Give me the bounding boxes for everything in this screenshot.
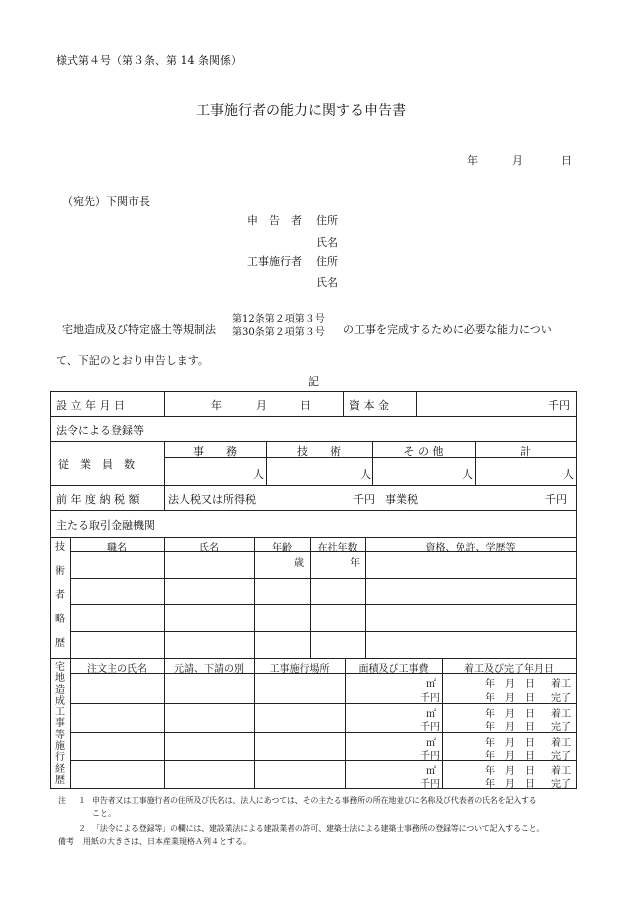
row-line bbox=[50, 416, 577, 417]
emp-unit-other: 人 bbox=[462, 468, 473, 481]
history-header-dates: 着工及び完了年月日 bbox=[464, 664, 554, 675]
established-month: 月 bbox=[256, 399, 267, 412]
career-label-5: 歴 bbox=[55, 638, 65, 649]
declarant-address-label: 住所 bbox=[316, 214, 338, 227]
row-line bbox=[50, 510, 577, 511]
table-border-top bbox=[50, 391, 577, 392]
emp-col-total: 計 bbox=[520, 445, 531, 458]
capital-unit: 千円 bbox=[548, 399, 570, 412]
registration-label: 法令による登録等 bbox=[56, 424, 144, 437]
col-line bbox=[442, 658, 443, 789]
history-cost-unit: 千円 bbox=[420, 779, 440, 790]
history-start-label: 着工 bbox=[551, 738, 571, 749]
career-header-title: 職名 bbox=[107, 543, 127, 554]
business-tax-label: 事業税 bbox=[385, 493, 418, 506]
note-1-line-1: 申告者又は工事施行者の住所及び氏名は、法人にあつては、その主たる事務所の所在地並びに名称及び代表者の氏名を記入する bbox=[92, 796, 537, 805]
history-header-area-cost: 面積及び工事費 bbox=[358, 664, 429, 675]
row-line bbox=[50, 658, 577, 659]
col-line bbox=[343, 391, 344, 417]
contractor-label: 工事施行者 bbox=[247, 255, 302, 268]
date-month: 月 bbox=[512, 154, 523, 167]
history-cost-unit: 千円 bbox=[420, 722, 440, 733]
history-end-date: 年 月 日 bbox=[485, 722, 535, 733]
corp-tax-unit: 千円 bbox=[353, 493, 375, 506]
history-end-date: 年 月 日 bbox=[485, 779, 535, 790]
history-area-unit: ㎡ bbox=[426, 766, 436, 777]
business-tax-unit: 千円 bbox=[545, 493, 567, 506]
history-cost-unit: 千円 bbox=[420, 751, 440, 762]
date-year: 年 bbox=[467, 154, 478, 167]
intro-line-2: て、下記のとおり申告します。 bbox=[56, 354, 209, 367]
history-start-date: 年 月 日 bbox=[485, 738, 535, 749]
established-year: 年 bbox=[211, 399, 222, 412]
col-line bbox=[416, 391, 417, 417]
history-end-date: 年 月 日 bbox=[485, 693, 535, 704]
history-area-unit: ㎡ bbox=[426, 679, 436, 690]
career-label-4: 略 bbox=[55, 614, 65, 625]
col-line bbox=[254, 537, 255, 659]
tax-label: 前 年 度 納 税 額 bbox=[56, 493, 140, 506]
intro-ref-2: 第30条第２項第３号 bbox=[232, 327, 325, 338]
row-line bbox=[70, 578, 577, 579]
note-2-number: ２ bbox=[78, 824, 86, 833]
emp-unit-office: 人 bbox=[253, 468, 264, 481]
history-start-date: 年 月 日 bbox=[485, 766, 535, 777]
history-start-label: 着工 bbox=[551, 679, 571, 690]
intro-ref-1: 第12条第２項第３号 bbox=[232, 314, 325, 325]
note-2: 「法令による登録等」の欄には、建設業法による建設業者の許可、建築士法による建築士事務所の登録等について記入すること。 bbox=[92, 824, 545, 833]
corp-tax-label: 法人税又は所得税 bbox=[168, 493, 256, 506]
established-day: 日 bbox=[300, 399, 311, 412]
capital-label: 資 本 金 bbox=[349, 399, 389, 412]
col-line bbox=[164, 537, 165, 659]
history-start-date: 年 月 日 bbox=[485, 679, 535, 690]
table-border-right bbox=[576, 391, 577, 789]
emp-col-office: 事 務 bbox=[193, 445, 237, 458]
career-years-unit: 年 bbox=[350, 558, 360, 569]
history-area-unit: ㎡ bbox=[426, 709, 436, 720]
history-vertical-label: 宅地造成工事等施行経歴 bbox=[55, 662, 65, 786]
emp-unit-technical: 人 bbox=[360, 468, 371, 481]
history-end-label: 完了 bbox=[551, 693, 571, 704]
career-label-2: 術 bbox=[55, 566, 65, 577]
col-line bbox=[345, 658, 346, 789]
row-line bbox=[50, 441, 577, 442]
career-label-3: 者 bbox=[55, 590, 65, 601]
career-header-name: 氏名 bbox=[199, 543, 219, 554]
employees-label: 従 業 員 数 bbox=[58, 458, 135, 471]
history-end-date: 年 月 日 bbox=[485, 751, 535, 762]
history-header-location: 工事施行場所 bbox=[269, 664, 330, 675]
form-number: 様式第４号（第３条、第 14 条関係） bbox=[56, 54, 242, 67]
declarant-name-label: 氏名 bbox=[316, 236, 338, 249]
career-header-age: 年齢 bbox=[272, 543, 292, 554]
ki-heading: 記 bbox=[308, 375, 319, 388]
contractor-name-label: 氏名 bbox=[316, 276, 338, 289]
emp-col-technical: 技 術 bbox=[297, 445, 341, 458]
col-line bbox=[164, 391, 165, 417]
col-line bbox=[164, 485, 165, 511]
intro-suffix: の工事を完成するために必要な能力につい bbox=[343, 323, 552, 336]
emp-unit-total: 人 bbox=[563, 468, 574, 481]
remark-text: 用紙の大きさは、日本産業規格Ａ列４とする。 bbox=[83, 837, 251, 846]
intro-prefix: 宅地造成及び特定盛土等規制法 bbox=[62, 323, 216, 336]
history-end-label: 完了 bbox=[551, 779, 571, 790]
history-header-contract: 元請、下請の別 bbox=[174, 664, 244, 675]
career-header-years: 在社年数 bbox=[317, 543, 358, 554]
history-area-unit: ㎡ bbox=[426, 738, 436, 749]
history-end-label: 完了 bbox=[551, 751, 571, 762]
remark-label: 備考 bbox=[58, 837, 74, 846]
document-title: 工事施行者の能力に関する申告書 bbox=[196, 103, 406, 119]
row-line bbox=[70, 631, 577, 632]
career-age-unit: 歳 bbox=[294, 558, 304, 569]
history-start-label: 着工 bbox=[551, 709, 571, 720]
col-line bbox=[365, 537, 366, 659]
emp-col-other: そ の 他 bbox=[403, 445, 444, 458]
date-day: 日 bbox=[561, 154, 572, 167]
note-1-line-2: こと。 bbox=[92, 809, 116, 818]
history-start-date: 年 月 日 bbox=[485, 709, 535, 720]
row-line bbox=[70, 604, 577, 605]
established-label: 設 立 年 月 日 bbox=[56, 399, 125, 412]
career-label-1: 技 bbox=[55, 542, 65, 553]
history-cost-unit: 千円 bbox=[420, 693, 440, 704]
contractor-address-label: 住所 bbox=[316, 255, 338, 268]
addressee: （宛先）下関市長 bbox=[62, 195, 150, 208]
note-label: 注 bbox=[58, 796, 66, 805]
row-line bbox=[50, 537, 577, 538]
col-line bbox=[310, 537, 311, 659]
col-line bbox=[254, 658, 255, 789]
declarant-label: 申 告 者 bbox=[247, 214, 302, 227]
note-1-number: １ bbox=[78, 796, 86, 805]
career-header-qualifications: 資格、免許、学歴等 bbox=[425, 543, 516, 554]
history-header-client: 注文主の氏名 bbox=[87, 664, 147, 675]
table-border-left bbox=[50, 391, 51, 789]
history-end-label: 完了 bbox=[551, 722, 571, 733]
row-line bbox=[50, 485, 577, 486]
col-line bbox=[164, 658, 165, 789]
history-start-label: 着工 bbox=[551, 766, 571, 777]
bank-label: 主たる取引金融機関 bbox=[56, 519, 155, 532]
